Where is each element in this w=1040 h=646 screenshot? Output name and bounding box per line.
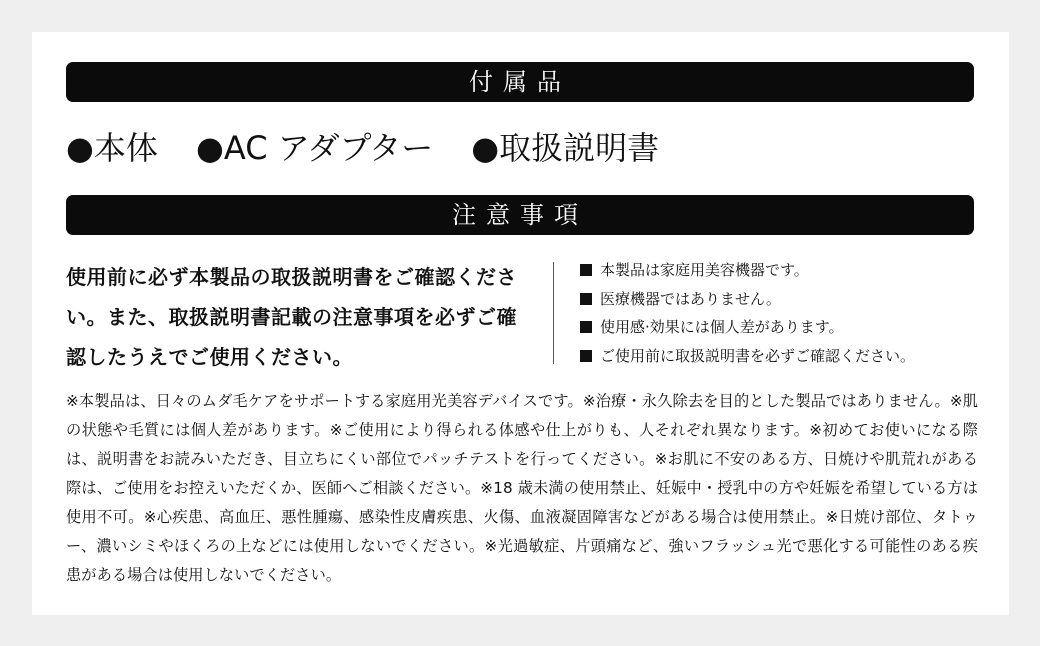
square-bullet-icon: [580, 264, 592, 276]
square-bullet-icon: [580, 293, 592, 305]
note-item: [580, 285, 980, 314]
note-text: 使用感·効果には個人差があります。: [600, 318, 844, 336]
note-text: 医療機器ではありません。: [600, 289, 781, 308]
note-text: ご使用前に取扱説明書を必ずご確認ください。: [600, 346, 916, 365]
accessory-item-main-unit: ●本体: [66, 129, 158, 167]
accessories-heading: 付属品: [66, 62, 974, 102]
square-bullet-icon: [580, 321, 592, 333]
note-item: [580, 256, 980, 285]
precautions-lead-text: 使用前に必ず本製品の取扱説明書をご確認ください。また、取扱説明書記載の注意事項を必ずご確認したうえでご使用ください。: [66, 265, 517, 369]
note-item: [580, 342, 980, 371]
accessory-item-ac-adapter: ●AC アダプター: [195, 129, 434, 167]
vertical-divider: [553, 262, 554, 364]
precautions-body-text: ※本製品は、日々のムダ毛ケアをサポートする家庭用光美容デバイスです。※治療・永久除去を目的とした製品ではありません。※肌の状態や毛質には個人差があります。※ご使用により得られる体感や仕上がりも、人それぞれ異なります。※初めてお使いになる際は、説明書をお読みいただき、目立ちにくい部位でパッチテストを行ってください。※お肌に不安のある方、日焼けや肌荒れがある際は、ご使用をお控えいただくか、医師へご相談ください。※18 歳未満の使用禁止、妊娠中・授乳中の方や妊娠を希望している方は使用不可。※心疾患、高血圧、悪性腫瘍、感染性皮膚疾患、火傷、血液凝固障害などがある場合は使用禁止。※日焼け部位、タトゥー、濃いシミやほくろの上などには使用しないでください。※光過敏症、片頭痛など、強いフラッシュ光で悪化する可能性のある疾患がある場合は使用しないでください。: [66, 392, 978, 584]
accessories-list: [66, 126, 697, 170]
accessory-item-manual: ●取扱説明書: [471, 129, 660, 167]
precautions-heading: 注意事項: [66, 195, 974, 235]
note-text: 本製品は家庭用美容機器です。: [600, 261, 809, 279]
precautions-notes: [580, 256, 980, 370]
square-bullet-icon: [580, 350, 592, 362]
info-card: [32, 32, 1009, 615]
note-item: [580, 313, 980, 342]
